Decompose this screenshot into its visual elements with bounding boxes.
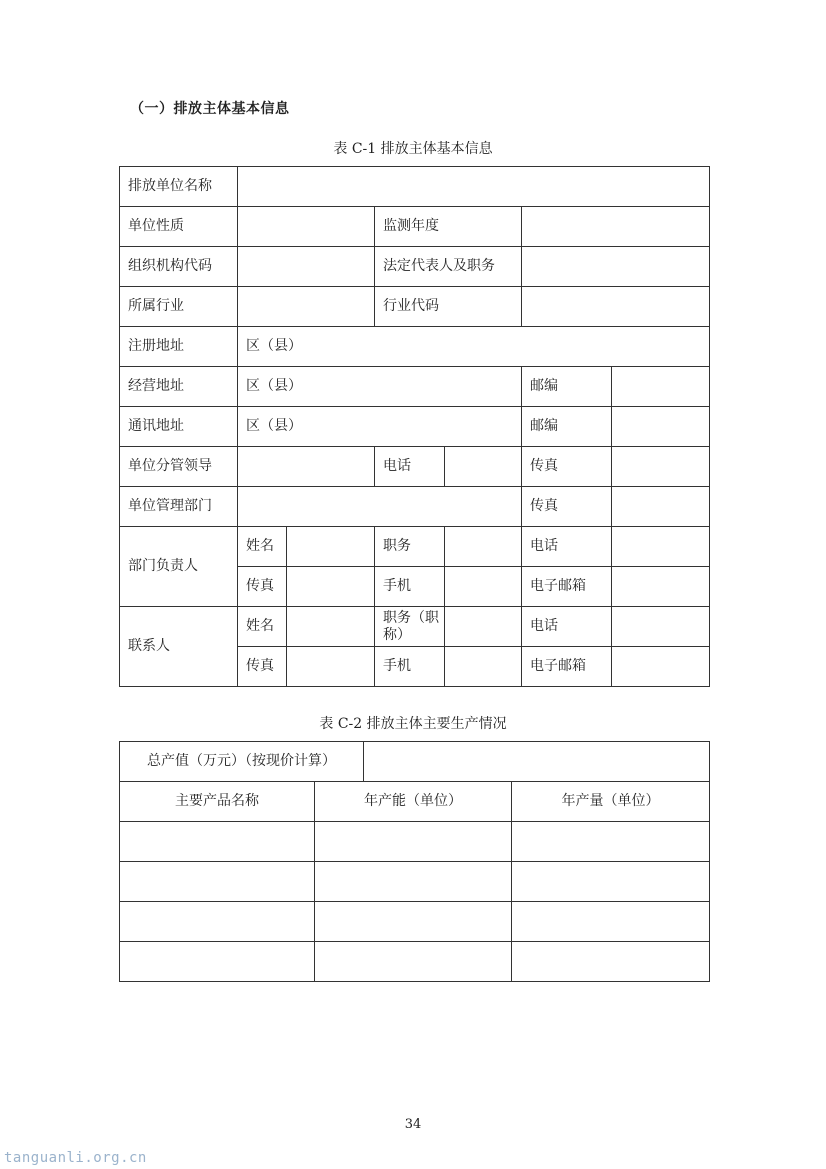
label-reg-address: 注册地址 <box>120 327 238 367</box>
value-industry-code[interactable] <box>522 287 710 327</box>
value-mobile[interactable] <box>445 647 522 687</box>
value-email[interactable] <box>612 567 710 607</box>
label-total-output: 总产值（万元）（按现价计算） <box>120 742 364 782</box>
table-row <box>120 902 710 942</box>
table-row <box>120 327 710 367</box>
value-fax[interactable] <box>612 487 710 527</box>
watermark: tanguanli.org.cn <box>4 1150 147 1166</box>
label-mobile: 手机 <box>375 647 445 687</box>
label-fax: 传真 <box>522 447 612 487</box>
value-mail-address[interactable]: 区（县） <box>238 407 522 447</box>
table-c1-basic-info <box>119 166 710 687</box>
value-email[interactable] <box>612 647 710 687</box>
table-row <box>120 367 710 407</box>
cell-product-name[interactable] <box>120 902 315 942</box>
cell-annual-capacity[interactable] <box>315 862 512 902</box>
cell-product-name[interactable] <box>120 822 315 862</box>
label-phone: 电话 <box>522 607 612 647</box>
table-row <box>120 822 710 862</box>
label-monitoring-year: 监测年度 <box>375 207 522 247</box>
label-biz-address: 经营地址 <box>120 367 238 407</box>
cell-annual-capacity[interactable] <box>315 822 512 862</box>
table-c1-caption: 表 C-1 排放主体基本信息 <box>333 141 493 157</box>
cell-annual-output[interactable] <box>512 822 710 862</box>
cell-annual-output[interactable] <box>512 862 710 902</box>
table-row <box>120 527 710 567</box>
table-c2-caption: 表 C-2 排放主体主要生产情况 <box>319 716 507 732</box>
value-mgmt-dept[interactable] <box>238 487 522 527</box>
value-phone[interactable] <box>612 607 710 647</box>
label-dept-head: 部门负责人 <box>120 527 238 607</box>
table-row <box>120 407 710 447</box>
header-annual-capacity: 年产能（单位） <box>315 782 512 822</box>
label-name: 姓名 <box>238 607 287 647</box>
label-email: 电子邮箱 <box>522 567 612 607</box>
label-mail-address: 通讯地址 <box>120 407 238 447</box>
label-phone: 电话 <box>522 527 612 567</box>
label-industry-code: 行业代码 <box>375 287 522 327</box>
value-position[interactable] <box>445 527 522 567</box>
value-name[interactable] <box>287 527 375 567</box>
value-total-output[interactable] <box>364 742 710 782</box>
label-fax: 传真 <box>522 487 612 527</box>
value-phone[interactable] <box>445 447 522 487</box>
label-enterprise-name: 排放单位名称 <box>120 167 238 207</box>
table-row <box>120 942 710 982</box>
label-legal-rep: 法定代表人及职务 <box>375 247 522 287</box>
value-postcode[interactable] <box>612 407 710 447</box>
value-monitoring-year[interactable] <box>522 207 710 247</box>
label-postcode: 邮编 <box>522 367 612 407</box>
label-org-code: 组织机构代码 <box>120 247 238 287</box>
cell-annual-capacity[interactable] <box>315 902 512 942</box>
table-row <box>120 207 710 247</box>
value-fax[interactable] <box>287 567 375 607</box>
label-mgmt-dept: 单位管理部门 <box>120 487 238 527</box>
value-enterprise-name[interactable] <box>238 167 710 207</box>
cell-annual-output[interactable] <box>512 942 710 982</box>
table-row <box>120 247 710 287</box>
table-row <box>120 487 710 527</box>
label-industry: 所属行业 <box>120 287 238 327</box>
table-row <box>120 782 710 822</box>
header-product-name: 主要产品名称 <box>120 782 315 822</box>
value-fax[interactable] <box>287 647 375 687</box>
label-phone: 电话 <box>375 447 445 487</box>
label-contact: 联系人 <box>120 607 238 687</box>
value-position-title[interactable] <box>445 607 522 647</box>
label-name: 姓名 <box>238 527 287 567</box>
cell-annual-capacity[interactable] <box>315 942 512 982</box>
table-row <box>120 862 710 902</box>
table-row <box>120 287 710 327</box>
value-unit-nature[interactable] <box>238 207 375 247</box>
label-position: 职务 <box>375 527 445 567</box>
table-row <box>120 742 710 782</box>
value-biz-address[interactable]: 区（县） <box>238 367 522 407</box>
cell-product-name[interactable] <box>120 862 315 902</box>
value-industry[interactable] <box>238 287 375 327</box>
table-row <box>120 607 710 647</box>
value-reg-address[interactable]: 区（县） <box>238 327 710 367</box>
header-annual-output: 年产量（单位） <box>512 782 710 822</box>
value-name[interactable] <box>287 607 375 647</box>
table-c2-production <box>119 741 710 982</box>
value-phone[interactable] <box>612 527 710 567</box>
table-row <box>120 167 710 207</box>
label-email: 电子邮箱 <box>522 647 612 687</box>
value-legal-rep[interactable] <box>522 247 710 287</box>
cell-annual-output[interactable] <box>512 902 710 942</box>
value-org-code[interactable] <box>238 247 375 287</box>
value-fax[interactable] <box>612 447 710 487</box>
label-fax: 传真 <box>238 567 287 607</box>
label-postcode: 邮编 <box>522 407 612 447</box>
label-unit-nature: 单位性质 <box>120 207 238 247</box>
value-leader[interactable] <box>238 447 375 487</box>
section-title: （一）排放主体基本信息 <box>130 101 290 117</box>
label-leader: 单位分管领导 <box>120 447 238 487</box>
table-row <box>120 447 710 487</box>
value-postcode[interactable] <box>612 367 710 407</box>
label-fax: 传真 <box>238 647 287 687</box>
cell-product-name[interactable] <box>120 942 315 982</box>
label-position-title: 职务（职称） <box>375 607 445 647</box>
page-number: 34 <box>404 1117 422 1132</box>
value-mobile[interactable] <box>445 567 522 607</box>
label-mobile: 手机 <box>375 567 445 607</box>
